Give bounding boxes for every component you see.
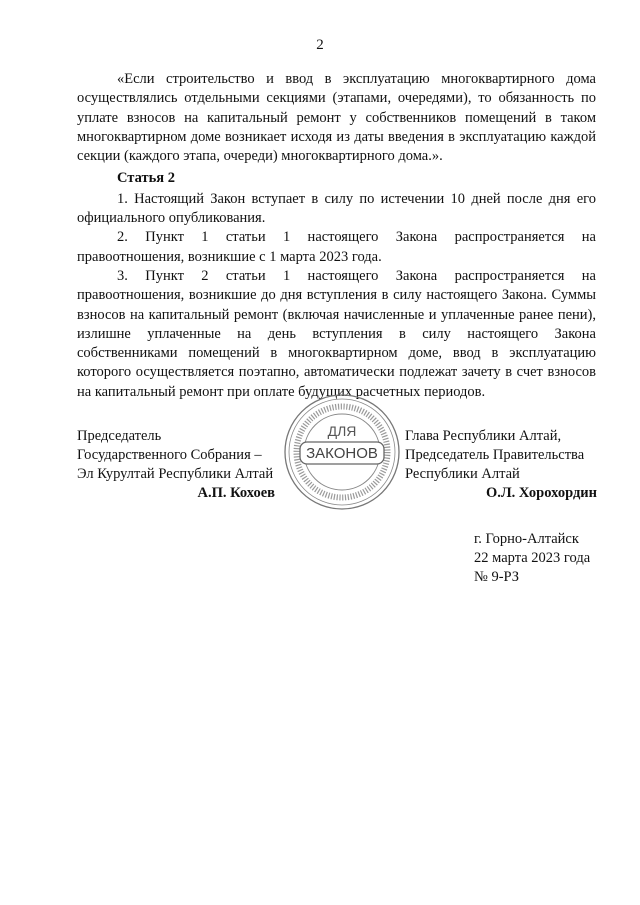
clause-3: 3. Пункт 2 статьи 1 настоящего Закона распространяется на правоотношения, возникшие до дня вступления в силу настоящего Закона. Суммы взносов на капитальный ремонт (включая начисленные и уплаченные ранее пени), излишне уплаченные на день вступления в силу настоящего Закона собственниками помещений в многоквартирном доме, ввод в эксплуатацию которого осуществляется поэтапно, автоматически подлежат зачету в счет взносов на капитальный ремонт при оплате будущих расчетных периодов. <box>77 267 596 400</box>
article-heading: Статья 2 <box>117 170 175 187</box>
clause-1: 1. Настоящий Закон вступает в силу по истечении 10 дней после дня его официального опубликования. <box>77 190 596 227</box>
signature-right-name: О.Л. Хорохордин <box>485 485 597 501</box>
signature-left-title-2: Государственного Собрания – <box>77 447 262 463</box>
place-date-number <box>474 530 590 587</box>
law-number: № 9-РЗ <box>474 569 520 585</box>
official-stamp <box>282 392 402 512</box>
clause-2: 2. Пункт 1 статьи 1 настоящего Закона распространяется на правоотношения, возникшие с 1 марта 2023 года. <box>77 229 596 265</box>
page-number: 2 <box>316 37 324 53</box>
stamp-text-top: ДЛЯ <box>327 423 357 439</box>
city: г. Горно-Алтайск <box>474 531 579 547</box>
signature-right-title-2: Председатель Правительства <box>405 447 585 463</box>
signature-right-title-3: Республики Алтай <box>405 466 520 482</box>
date: 22 марта 2023 года <box>474 550 591 566</box>
signature-block-left <box>77 427 277 503</box>
signature-left-title-1: Председатель <box>77 428 162 444</box>
stamp-text-main: ЗАКОНОВ <box>306 445 378 462</box>
signature-block-right <box>405 427 600 503</box>
document-body <box>77 70 596 402</box>
signature-right-title-1: Глава Республики Алтай, <box>405 428 562 444</box>
signature-left-name: А.П. Кохоев <box>197 485 275 501</box>
paragraph-quote: «Если строительство и ввод в эксплуатацию многоквартирного дома осуществлялись отдельными секциями (этапами, очередями), то обязанность по уплате взносов на капитальный ремонт у собственников помещений в таком многоквартирном доме возникает исходя из даты введения в эксплуатацию каждой секции (каждого этапа, очереди) многоквартирного дома.». <box>77 71 596 165</box>
signature-left-title-3: Эл Курултай Республики Алтай <box>77 466 274 482</box>
